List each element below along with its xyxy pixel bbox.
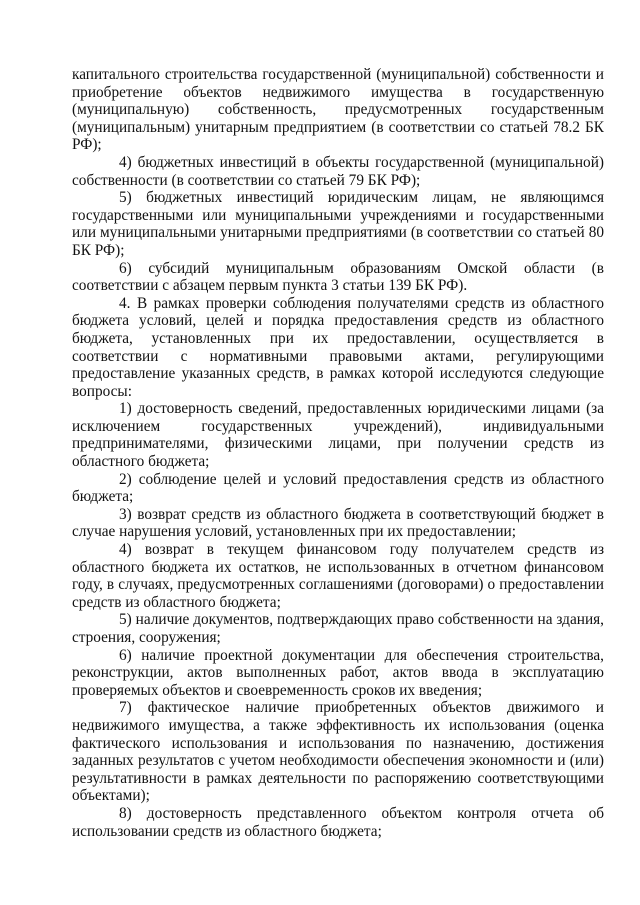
paragraph-item-6-subsidies: 6) субсидий муниципальным образованиям Омской области (в соответствии с абзацем первым пункта 3 статьи 139 БК РФ). xyxy=(72,259,604,295)
paragraph-question-6: 6) наличие проектной документации для обеспечения строительства, реконструкции, актов выполненных работ, актов ввода в эксплуатацию проверяемых объектов и своевременность сроков их введения; xyxy=(72,646,604,699)
paragraph-question-3: 3) возврат средств из областного бюджета в соответствующий бюджет в случае нарушения условий, установленных при их предоставлении; xyxy=(72,505,604,541)
paragraph-continuation: капитального строительства государственной (муниципальной) собственности и приобретение объектов недвижимого имущества в государственную (муниципальную) собственность, предусмотренных государственным (муниципальным) унитарным предприятием (в соответствии со статьей 78.2 БК РФ); xyxy=(72,66,604,154)
paragraph-question-5: 5) наличие документов, подтверждающих право собственности на здания, строения, сооружения; xyxy=(72,611,604,646)
paragraph-item-5-legal-entities: 5) бюджетных инвестиций юридическим лицам, не являющимся государственными или муниципальными учреждениями и государственными или муниципальными унитарными предприятиями (в соответствии со статьей 80 БК РФ); xyxy=(72,189,604,259)
paragraph-question-1: 1) достоверность сведений, предоставленных юридическими лицами (за исключением государственных учреждений), индивидуальными предпринимателями, физическими лицами, при получении средств из областного бюджета; xyxy=(72,400,604,471)
paragraph-question-7: 7) фактическое наличие приобретенных объектов движимого и недвижимого имущества, а также эффективность их использования (оценка фактического использования и использования по назначению, достижения заданных результатов с учетом необходимости обеспечения экономности и (или) результативности в рамках деятельности по распоряжению соответствующими объектами); xyxy=(72,699,604,805)
paragraph-question-4: 4) возврат в текущем финансовом году получателем средств из областного бюджета их остатков, не использованных в отчетном финансовом году, в случаях, предусмотренных соглашениями (договорами) о предоставлении средств из областного бюджета; xyxy=(72,541,604,611)
paragraph-section-4: 4. В рамках проверки соблюдения получателями средств из областного бюджета условий, целей и порядка предоставления средств из областного бюджета, установленных при их предоставлении, осуществляется в соответствии с нормативными правовыми актами, регулирующими предоставление указанных средств, в рамках которой исследуются следующие вопросы: xyxy=(72,294,604,400)
document-page xyxy=(72,66,604,840)
paragraph-question-2: 2) соблюдение целей и условий предоставления средств из областного бюджета; xyxy=(72,470,604,506)
paragraph-item-4-budget-investments: 4) бюджетных инвестиций в объекты государственной (муниципальной) собственности (в соответствии со статьей 79 БК РФ); xyxy=(72,153,604,189)
paragraph-question-8: 8) достоверность представленного объектом контроля отчета об использовании средств из областного бюджета; xyxy=(72,804,604,840)
